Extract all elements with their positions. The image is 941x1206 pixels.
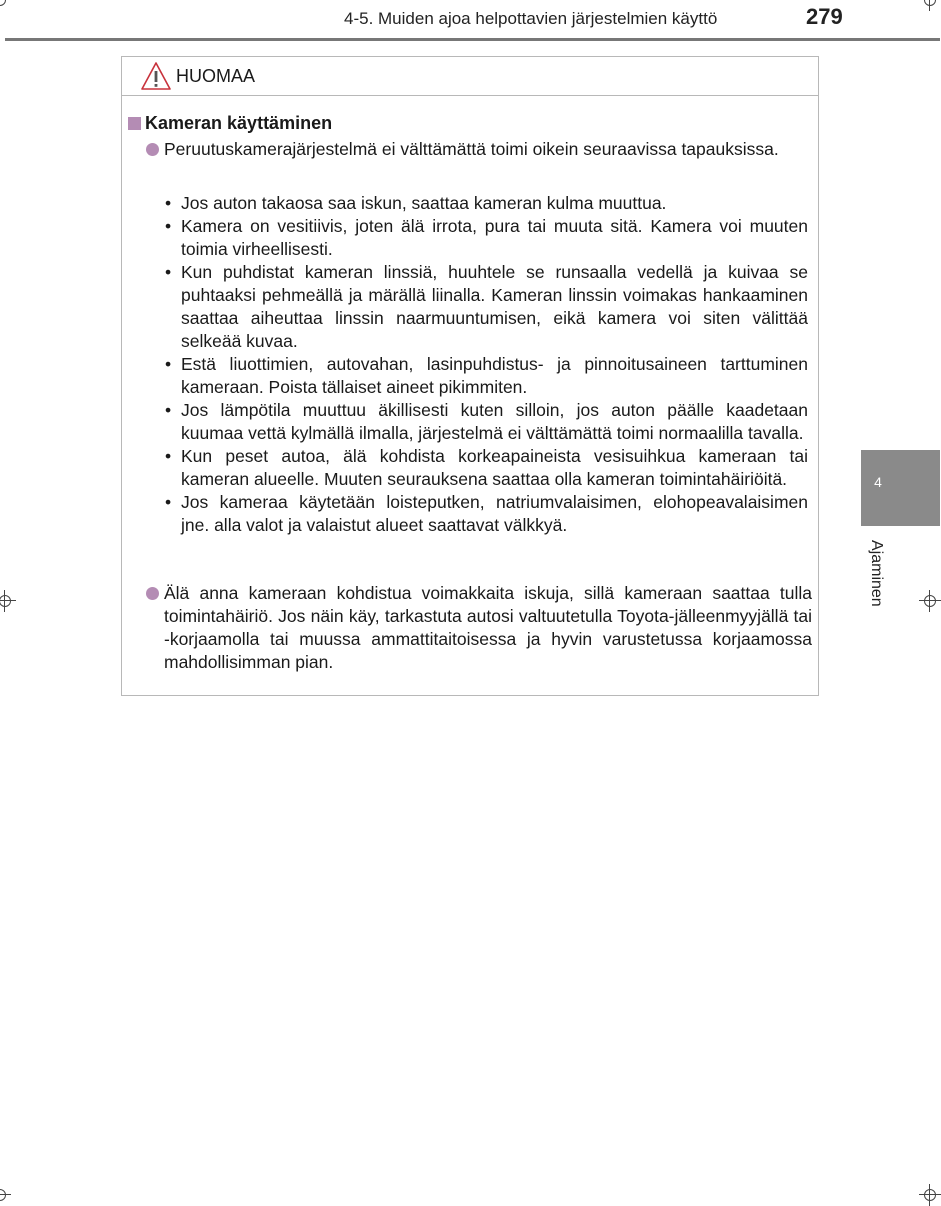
crop-mark-bottom-right: [919, 1184, 941, 1206]
page-number: 279: [806, 4, 843, 29]
notice-box: [121, 56, 819, 696]
chapter-tab: [861, 450, 940, 526]
crop-mark-mid-right: [919, 590, 941, 612]
circle-bullet-icon: [146, 143, 159, 156]
square-bullet-icon: [128, 117, 141, 130]
warning-triangle-icon: [140, 61, 172, 91]
bullet-item: • Jos lämpötila muuttuu äkillisesti kuten silloin, jos auton päälle kaadetaan kuumaa vettä kylmällä ilmalla, järjestelmä ei välttämättä toimi normaalilla tavalla.: [165, 400, 808, 443]
paragraph-1-text: Peruutuskamerajärjestelmä ei välttämättä toimi oikein seuraavissa tapauksissa.: [164, 139, 779, 159]
crop-mark-bottom-left: [0, 1184, 11, 1206]
notice-title: HUOMAA: [176, 66, 256, 86]
notice-paragraph-1: [146, 138, 812, 161]
bullet-item: • Kamera on vesitiivis, joten älä irrota, pura tai muuta sitä. Kamera voi muuten toimia virheellisesti.: [165, 216, 808, 259]
paragraph-2-text: Älä anna kameraan kohdistua voimakkaita iskuja, sillä kameraan saattaa tulla toimintahäiriö. Jos näin käy, tarkastuta autosi valtuutetulla Toyota-jälleenmyyjällä tai -korjaamolla tai muussa ammattitaitoisessa ja hyvin varustetussa korjaamossa mahdollisimman pian.: [164, 583, 812, 672]
chapter-label: Ajaminen: [868, 540, 885, 607]
bullet-list: [162, 192, 808, 537]
notice-header: [122, 57, 818, 96]
section-heading: [128, 113, 332, 134]
header-rule: [5, 38, 940, 41]
bullet-item: • Kun puhdistat kameran linssiä, huuhtele se runsaalla vedellä ja kuivaa se puhtaaksi pehmeällä ja märällä liinalla. Kameran linssin voimakas hankaaminen saattaa aiheuttaa linssin naarmuuntumisen, eikä kamera voi siten välittää selkeää kuvaa.: [165, 262, 808, 351]
notice-paragraph-2: [146, 582, 812, 674]
crop-mark-top-right: [919, 0, 941, 11]
crop-mark-top-left: [0, 0, 11, 11]
circle-bullet-icon: [146, 587, 159, 600]
section-heading-text: Kameran käyttäminen: [145, 113, 333, 133]
bullet-item: • Jos auton takaosa saa iskun, saattaa kameran kulma muuttua.: [165, 193, 667, 213]
chapter-number: 4: [874, 474, 882, 490]
bullet-item: • Jos kameraa käytetään loisteputken, natriumvalaisimen, elohopeavalaisimen jne. alla valot ja valaistut alueet saattavat välkkyä.: [165, 492, 808, 535]
crop-mark-mid-left: [0, 590, 16, 612]
bullet-item: • Estä liuottimien, autovahan, lasinpuhdistus- ja pinnoitusaineen tarttuminen kameraan. Poista tällaiset aineet pikimmiten.: [165, 354, 808, 397]
page-header-title: 4-5. Muiden ajoa helpottavien järjestelmien käyttö: [344, 9, 718, 28]
bullet-item: • Kun peset autoa, älä kohdista korkeapaineista vesisuihkua kameraan tai kameran alueelle. Muuten seurauksena saattaa olla kameran toimintahäiriöitä.: [165, 446, 808, 489]
